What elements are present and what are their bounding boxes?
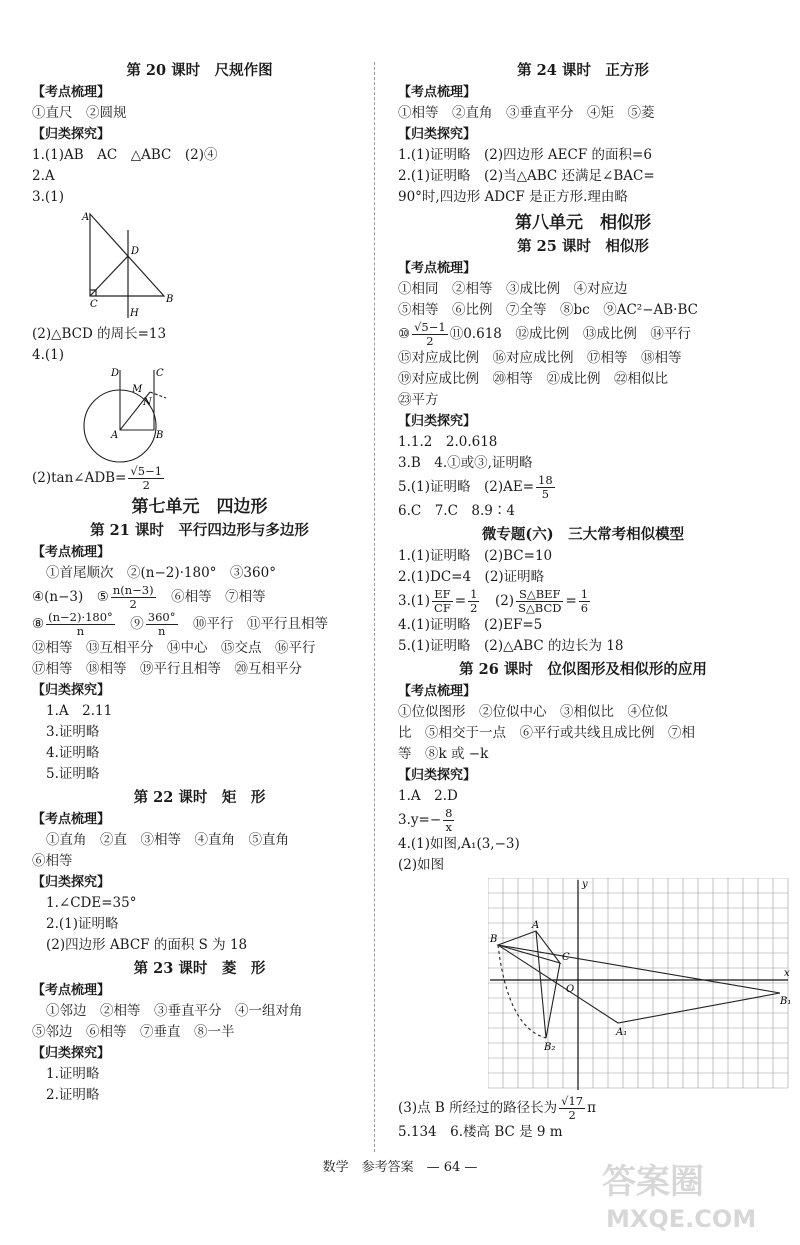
answer-line: 4.(1)如图,A₁(3,−3) bbox=[398, 836, 520, 852]
label-C: C bbox=[562, 952, 570, 963]
label-N: N bbox=[143, 397, 152, 408]
fraction: $\frac{√5-1}{2}$ bbox=[130, 464, 163, 492]
answer-line: 1.(1)AB AC △ABC (2)④ bbox=[32, 147, 218, 163]
answer-line: 4.(1)证明略 (2)EF=5 bbox=[398, 617, 543, 633]
answer-line: (2)△BCD 的周长=13 bbox=[32, 326, 167, 342]
label-A: A bbox=[532, 920, 540, 931]
special-topic-title: 微专题(六) 三大常考相似模型 bbox=[481, 526, 685, 543]
fraction: $\frac{(n-2)\cdot 180^\circ}{n}$ bbox=[48, 610, 113, 638]
lesson-22-title: 第 22 课时 矩 形 bbox=[133, 789, 266, 806]
fraction: $\frac{√5-1}{2}$ bbox=[414, 320, 446, 348]
answer-line: 2.A bbox=[32, 168, 55, 184]
left-column bbox=[32, 58, 367, 1106]
lesson-20-title: 第 20 课时 尺规作图 bbox=[126, 62, 273, 79]
section-guilei: 【归类探究】 bbox=[398, 768, 477, 783]
answer-line: ⑩ $\frac{√5-1}{2}$ ⑪0.618 ⑫成比例 ⑬成比例 ⑭平行 bbox=[398, 320, 691, 348]
answer-line: ①直尺 ②圆规 bbox=[32, 105, 127, 121]
label-x: x bbox=[784, 968, 790, 979]
answer-line: 1.(1)证明略 (2)四边形 AECF 的面积=6 bbox=[398, 147, 652, 163]
answer-line: 等 ⑧k 或 −k bbox=[398, 746, 489, 762]
section-guilei: 【归类探究】 bbox=[32, 875, 111, 890]
answer-line: 3.(1) bbox=[32, 189, 65, 205]
label-B: B bbox=[156, 430, 164, 441]
label-B: B bbox=[490, 934, 498, 945]
unit-7-title: 第七单元 四边形 bbox=[131, 497, 268, 517]
section-guilei: 【归类探究】 bbox=[398, 127, 477, 142]
answer-line: ⑧ $\frac{(n-2)\cdot 180^\circ}{n}$ ⑨ $\frac{360^\circ}{n}$ ⑩平行 ⑪平行且相等 bbox=[32, 610, 328, 638]
answer-line: ⑰相等 ⑱相等 ⑲平行且相等 ⑳互相平分 bbox=[32, 661, 302, 677]
fraction: $\frac{1}{2}$ bbox=[470, 587, 478, 615]
answer-line: 1.1.2 2.0.618 bbox=[398, 434, 498, 450]
label-y: y bbox=[582, 879, 588, 890]
answer-line: ①首尾顺次 ②(n−2)·180° ③360° bbox=[46, 565, 276, 581]
section-kaodian: 【考点梳理】 bbox=[32, 545, 111, 560]
label-B1: B₁ bbox=[780, 996, 792, 1007]
lesson-25-title: 第 25 课时 相似形 bbox=[517, 238, 649, 255]
answer-line: 1.∠CDE=35° bbox=[46, 895, 137, 911]
answer-line: ⑮对应成比例 ⑯对应成比例 ⑰相等 ⑱相等 bbox=[398, 350, 682, 366]
label-C: C bbox=[156, 368, 164, 379]
answer-line: 1.(1)证明略 (2)BC=10 bbox=[398, 548, 553, 564]
lesson-24-title: 第 24 课时 正方形 bbox=[517, 62, 649, 79]
answer-line: (2)如图 bbox=[398, 857, 445, 873]
svg-text:MXQE.COM: MXQE.COM bbox=[606, 1205, 757, 1233]
answer-line: 5.证明略 bbox=[46, 766, 100, 782]
circle-figure bbox=[32, 368, 202, 463]
label-B: B bbox=[166, 294, 174, 305]
answer-line: ⑲对应成比例 ⑳相等 ㉑成比例 ㉒相似比 bbox=[398, 371, 668, 387]
label-A: A bbox=[82, 212, 90, 223]
answer-line: ①位似图形 ②位似中心 ③相似比 ④位似 bbox=[398, 704, 668, 720]
fraction: $\frac{√17}{2}$ bbox=[561, 1094, 584, 1122]
coordinate-grid-figure bbox=[488, 878, 798, 1093]
answer-line: 2.(1)证明略 bbox=[46, 916, 119, 932]
answer-line: 5.(1)证明略 (2)△ABC 的边长为 18 bbox=[398, 638, 624, 654]
section-guilei: 【归类探究】 bbox=[398, 414, 477, 429]
answer-line: 3.y=− $\frac{8}{x}$ bbox=[398, 806, 453, 834]
label-B2: B₂ bbox=[544, 1042, 556, 1053]
answer-line: ①直角 ②直 ③相等 ④直角 ⑤直角 bbox=[46, 832, 289, 848]
answer-line: (3)点 B 所经过的路径长为 $\frac{√17}{2}$ π bbox=[398, 1094, 596, 1122]
fraction: $\frac{18}{5}$ bbox=[538, 473, 553, 501]
answer-line: 2.证明略 bbox=[46, 1087, 100, 1103]
answer-line: 3.证明略 bbox=[46, 724, 100, 740]
fraction: $\frac{n(n-3)}{2}$ bbox=[112, 583, 154, 611]
answer-line: 3.B 4.①或③,证明略 bbox=[398, 455, 533, 471]
answer-line: ⑥相等 bbox=[32, 853, 73, 869]
label-M: M bbox=[132, 384, 143, 395]
svg-text:答案圈: 答案圈 bbox=[602, 1162, 704, 1202]
column-divider bbox=[374, 62, 375, 1152]
fraction: $\frac{360^\circ}{n}$ bbox=[147, 610, 176, 638]
answer-line: 2.(1)DC=4 (2)证明略 bbox=[398, 569, 545, 585]
label-O: O bbox=[566, 984, 575, 995]
answer-line: 90°时,四边形 ADCF 是正方形.理由略 bbox=[398, 189, 628, 205]
answer-line: ⑤相等 ⑥比例 ⑦全等 ⑧bc ⑨AC²−AB·BC bbox=[398, 302, 698, 318]
answer-line: 4.证明略 bbox=[46, 745, 100, 761]
answer-line: 1.A 2.D bbox=[398, 788, 458, 804]
answer-line: ①邻边 ②相等 ③垂直平分 ④一组对角 bbox=[46, 1003, 303, 1019]
unit-8-title: 第八单元 相似形 bbox=[515, 213, 651, 233]
answer-line: 5.(1)证明略 (2)AE= $\frac{18}{5}$ bbox=[398, 473, 553, 501]
answer-line: ⑤邻边 ⑥相等 ⑦垂直 ⑧一半 bbox=[32, 1024, 235, 1040]
section-kaodian: 【考点梳理】 bbox=[398, 85, 477, 100]
section-guilei: 【归类探究】 bbox=[32, 683, 111, 698]
label-A1: A₁ bbox=[616, 1027, 628, 1038]
answer-line: 1.A 2.11 bbox=[46, 703, 113, 719]
lesson-23-title: 第 23 课时 菱 形 bbox=[133, 960, 266, 977]
triangle-figure bbox=[32, 210, 182, 322]
section-guilei: 【归类探究】 bbox=[32, 127, 111, 142]
answer-line: ㉓平方 bbox=[398, 392, 439, 408]
section-guilei: 【归类探究】 bbox=[32, 1046, 111, 1061]
answer-line: (2)四边形 ABCF 的面积 S 为 18 bbox=[46, 937, 248, 953]
fraction: $\frac{1}{6}$ bbox=[580, 587, 589, 615]
watermark-logo bbox=[592, 1155, 782, 1235]
answer-line: 5.134 6.楼高 BC 是 9 m bbox=[398, 1124, 563, 1140]
fraction: $\frac{8}{x}$ bbox=[445, 806, 453, 834]
page-footer: 数学 参考答案 — 64 — bbox=[322, 1160, 478, 1175]
answer-line: 1.证明略 bbox=[46, 1066, 100, 1082]
right-column bbox=[398, 58, 792, 1143]
answer-line: 6.C 7.C 8.9∶4 bbox=[398, 503, 515, 519]
section-kaodian: 【考点梳理】 bbox=[32, 85, 111, 100]
answer-line: ④(n−3) ⑤ $\frac{n(n-3)}{2}$ ⑥相等 ⑦相等 bbox=[32, 583, 266, 611]
label-D: D bbox=[111, 368, 120, 379]
label-C: C bbox=[90, 299, 98, 310]
section-kaodian: 【考点梳理】 bbox=[398, 261, 477, 276]
label-D: D bbox=[131, 246, 140, 257]
section-kaodian: 【考点梳理】 bbox=[398, 684, 477, 699]
answer-line: ①相等 ②直角 ③垂直平分 ④矩 ⑤菱 bbox=[398, 105, 655, 121]
label-H: H bbox=[130, 308, 139, 319]
section-kaodian: 【考点梳理】 bbox=[32, 812, 111, 827]
answer-line: ①相同 ②相等 ③成比例 ④对应边 bbox=[398, 281, 628, 297]
section-kaodian: 【考点梳理】 bbox=[32, 983, 111, 998]
answer-line: 4.(1) bbox=[32, 347, 65, 363]
answer-line: 2.(1)证明略 (2)当△ABC 还满足∠BAC= bbox=[398, 168, 655, 184]
lesson-26-title: 第 26 课时 位似图形及相似形的应用 bbox=[459, 661, 707, 678]
fraction: $\frac{\text{S△BEF}}{\text{S△BCD}}$ bbox=[518, 587, 562, 615]
label-A: A bbox=[111, 430, 119, 441]
fraction: $\frac{EF}{CF}$ bbox=[434, 587, 451, 615]
answer-line: ⑫相等 ⑬互相平分 ⑭中心 ⑮交点 ⑯平行 bbox=[32, 640, 316, 656]
lesson-21-title: 第 21 课时 平行四边形与多边形 bbox=[90, 522, 309, 539]
answer-line: (2)tan∠ADB= $\frac{√5-1}{2}$ bbox=[32, 464, 163, 492]
answer-line: 3.(1) $\frac{EF}{CF}$ = $\frac{1}{2}$ (2) $\frac{\text{S△BEF}}{\text{S△BCD}}$ = $\frac{1}{6}$ bbox=[398, 587, 589, 615]
answer-line: 比 ⑤相交于一点 ⑥平行或共线且成比例 ⑦相 bbox=[398, 725, 695, 741]
